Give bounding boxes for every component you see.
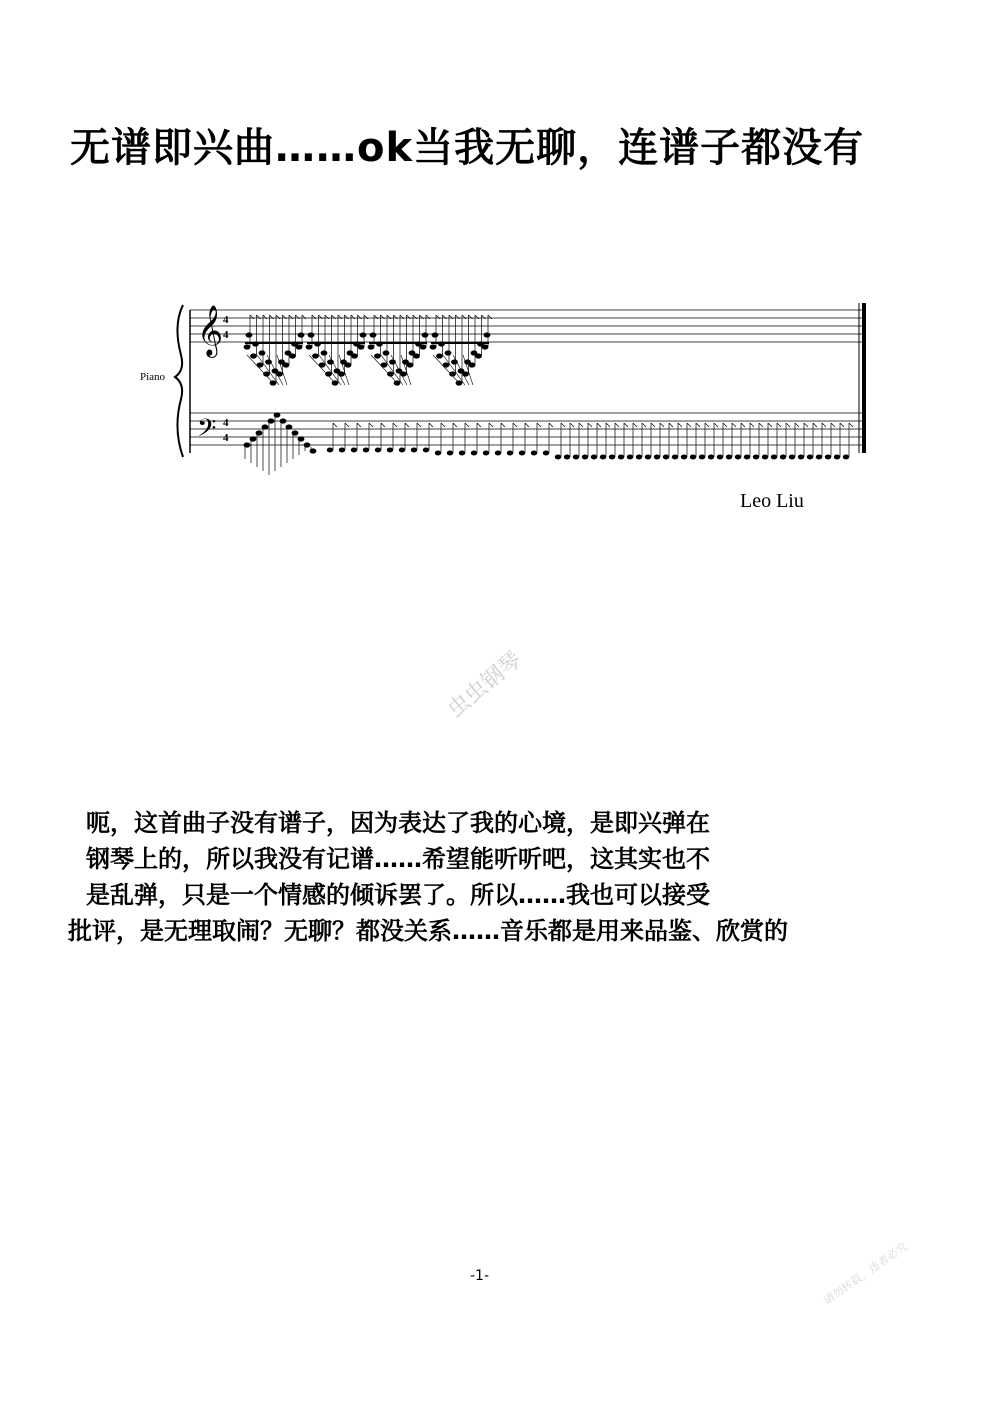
note-head <box>306 344 313 349</box>
note-flag <box>705 423 709 427</box>
note-head <box>645 455 651 460</box>
note-head <box>246 332 253 337</box>
note-head <box>543 451 549 456</box>
note-head <box>274 412 281 417</box>
note-flag <box>453 423 457 427</box>
note-head <box>600 455 606 460</box>
note-head <box>484 332 491 337</box>
note-flag <box>642 423 646 427</box>
note-flag <box>588 423 592 427</box>
note-flag <box>579 423 583 427</box>
note-head <box>407 362 414 367</box>
note-head <box>735 455 741 460</box>
note-head <box>292 430 299 435</box>
note-head <box>351 353 358 358</box>
note-head <box>618 455 624 460</box>
note-head <box>762 455 768 460</box>
document-title: 无谱即兴曲……ok当我无聊，连谱子都没有 <box>70 125 865 171</box>
note-head <box>482 344 489 349</box>
note-head <box>298 436 305 441</box>
note-flag <box>357 423 361 427</box>
note-flag <box>633 423 637 427</box>
note-flag <box>513 423 517 427</box>
copyright-mark: 请勿转载，违者必究 <box>821 1239 910 1308</box>
note-flag <box>615 423 619 427</box>
staff-brace <box>175 305 183 457</box>
note-flag <box>624 423 628 427</box>
note-head <box>483 451 489 456</box>
note-flag <box>813 423 817 427</box>
note-head <box>310 448 317 453</box>
svg-text:4: 4 <box>223 417 229 429</box>
note-flag <box>525 423 529 427</box>
treble-staff <box>190 310 863 342</box>
note-head <box>289 353 296 358</box>
note-head <box>654 455 660 460</box>
note-head <box>296 344 303 349</box>
note-head <box>753 455 759 460</box>
note-head <box>411 448 417 453</box>
note-head <box>399 448 405 453</box>
note-head <box>573 455 579 460</box>
cluster-line <box>247 355 275 385</box>
note-flag <box>723 423 727 427</box>
page-number: -1- <box>470 1268 490 1284</box>
note-head <box>321 350 328 355</box>
note-head <box>771 455 777 460</box>
note-flag <box>768 423 772 427</box>
note-head <box>443 362 450 367</box>
note-head <box>699 455 705 460</box>
note-head <box>370 332 377 337</box>
note-head <box>582 455 588 460</box>
note-head <box>256 430 263 435</box>
note-flag <box>750 423 754 427</box>
note-flag <box>501 423 505 427</box>
note-head <box>259 350 266 355</box>
note-flag <box>759 423 763 427</box>
note-head <box>663 455 669 460</box>
note-head <box>681 455 687 460</box>
svg-text:4: 4 <box>223 432 229 444</box>
note-head <box>268 418 275 423</box>
note-head <box>283 362 290 367</box>
note-flag <box>477 423 481 427</box>
body-line: 批评，是无理取闹？无聊？都没关系……音乐都是用来品鉴、欣赏的 <box>68 917 788 945</box>
note-head <box>319 362 326 367</box>
note-flag <box>441 423 445 427</box>
note-flag <box>597 423 601 427</box>
note-head <box>375 448 381 453</box>
body-line: 钢琴上的，所以我没有记谱……希望能听听吧，这其实也不 <box>86 845 710 873</box>
note-head <box>339 448 345 453</box>
note-flag <box>393 423 397 427</box>
body-line: 呃，这首曲子没有谱子，因为表达了我的心境，是即兴弹在 <box>86 809 710 837</box>
note-head <box>708 455 714 460</box>
note-head <box>780 455 786 460</box>
note-head <box>825 455 831 460</box>
treble-note-clusters <box>244 315 492 386</box>
note-flag <box>732 423 736 427</box>
note-flag <box>669 423 673 427</box>
note-head <box>555 455 561 460</box>
note-flag <box>429 423 433 427</box>
note-head <box>286 424 293 429</box>
bass-clef-icon: 𝄢 <box>197 414 217 449</box>
note-head <box>368 344 375 349</box>
note-flag <box>822 423 826 427</box>
note-head <box>360 332 367 337</box>
note-head <box>459 451 465 456</box>
note-head <box>423 448 429 453</box>
note-head <box>798 455 804 460</box>
note-flag <box>345 423 349 427</box>
note-head <box>636 455 642 460</box>
note-head <box>280 418 287 423</box>
cluster-line <box>309 355 337 385</box>
note-flag <box>537 423 541 427</box>
note-head <box>432 332 439 337</box>
note-flag <box>405 423 409 427</box>
note-flag <box>489 423 493 427</box>
note-head <box>726 455 732 460</box>
note-head <box>262 424 269 429</box>
svg-text:4: 4 <box>223 329 229 341</box>
note-head <box>436 353 443 358</box>
note-head <box>519 451 525 456</box>
note-flag <box>849 423 853 427</box>
note-flag <box>606 423 610 427</box>
note-flag <box>687 423 691 427</box>
music-score <box>135 285 875 505</box>
note-flag <box>549 423 553 427</box>
note-head <box>250 436 257 441</box>
cluster-line <box>371 355 399 385</box>
cluster-line <box>433 355 461 385</box>
note-head <box>304 442 311 447</box>
note-head <box>445 350 452 355</box>
note-head <box>609 455 615 460</box>
note-flag <box>714 423 718 427</box>
note-head <box>807 455 813 460</box>
note-flag <box>561 423 565 427</box>
note-head <box>495 451 501 456</box>
note-head <box>531 451 537 456</box>
note-flag <box>786 423 790 427</box>
note-head <box>374 353 381 358</box>
note-flag <box>651 423 655 427</box>
note-head <box>358 344 365 349</box>
note-head <box>308 332 315 337</box>
note-head <box>744 455 750 460</box>
note-head <box>420 344 427 349</box>
note-head <box>447 451 453 456</box>
note-head <box>351 448 357 453</box>
note-flag <box>804 423 808 427</box>
note-flag <box>678 423 682 427</box>
note-head <box>250 353 257 358</box>
note-head <box>834 455 840 460</box>
note-head <box>387 448 393 453</box>
note-head <box>413 353 420 358</box>
instrument-label: Piano <box>140 371 166 383</box>
note-head <box>507 451 513 456</box>
note-flag <box>795 423 799 427</box>
note-flag <box>777 423 781 427</box>
note-flag <box>369 423 373 427</box>
note-head <box>816 455 822 460</box>
note-head <box>627 455 633 460</box>
bass-note-clusters <box>244 412 853 475</box>
note-flag <box>381 423 385 427</box>
note-head <box>843 455 849 460</box>
note-head <box>244 442 251 447</box>
note-head <box>363 448 369 453</box>
note-head <box>435 451 441 456</box>
note-flag <box>741 423 745 427</box>
note-head <box>564 455 570 460</box>
note-head <box>471 451 477 456</box>
note-head <box>381 362 388 367</box>
note-head <box>345 362 352 367</box>
composer-name: Leo Liu <box>740 490 804 512</box>
note-head <box>312 353 319 358</box>
body-line: 是乱弹，只是一个情感的倾诉罢了。所以……我也可以接受 <box>86 881 710 909</box>
time-signature <box>223 314 229 444</box>
note-head <box>717 455 723 460</box>
note-flag <box>417 423 421 427</box>
note-flag <box>333 423 337 427</box>
note-head <box>469 362 476 367</box>
note-flag <box>696 423 700 427</box>
note-head <box>430 344 437 349</box>
note-head <box>475 353 482 358</box>
note-flag <box>465 423 469 427</box>
note-head <box>383 350 390 355</box>
body-paragraph <box>68 805 868 949</box>
note-flag <box>831 423 835 427</box>
note-head <box>789 455 795 460</box>
note-head <box>257 362 264 367</box>
svg-text:4: 4 <box>223 314 229 326</box>
note-head <box>327 448 333 453</box>
note-head <box>244 344 251 349</box>
note-flag <box>660 423 664 427</box>
note-head <box>591 455 597 460</box>
note-head <box>422 332 429 337</box>
note-head <box>690 455 696 460</box>
note-head <box>298 332 305 337</box>
note-flag <box>840 423 844 427</box>
note-head <box>672 455 678 460</box>
watermark: 虫虫钢琴 <box>443 647 527 723</box>
note-flag <box>570 423 574 427</box>
treble-clef-icon: 𝄞 <box>197 305 224 356</box>
